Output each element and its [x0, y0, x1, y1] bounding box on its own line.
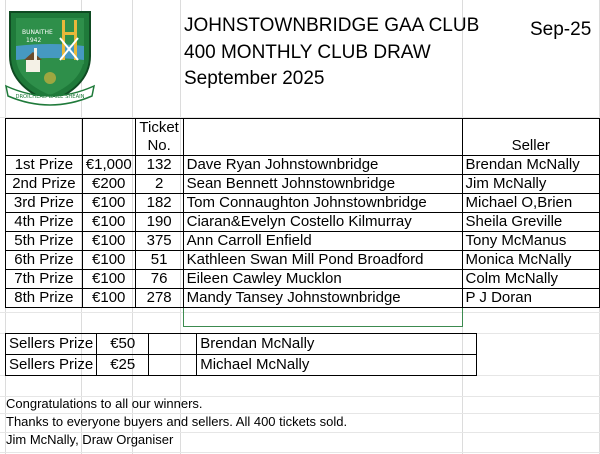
sellers-prize-amount: €25: [97, 355, 149, 376]
seller-name-cell: Jim McNally: [462, 175, 599, 194]
selected-empty-row: [6, 308, 600, 327]
winner-name-cell: Dave Ryan Johnstownbridge: [183, 156, 462, 175]
sellers-prize-ticket: [149, 355, 197, 376]
seller-column-header: Seller: [462, 119, 599, 156]
winner-name-cell: Ciaran&Evelyn Costello Kilmurray: [183, 213, 462, 232]
ticket-number-cell: 2: [135, 175, 183, 194]
ticket-number-cell: 190: [135, 213, 183, 232]
ticket-column-header: [135, 119, 183, 156]
crest-bunaithe-text: BUNAITHE: [22, 29, 53, 36]
winner-name-cell: Sean Bennett Johnstownbridge: [183, 175, 462, 194]
organiser-note: Jim McNally, Draw Organiser: [6, 432, 174, 447]
congratulations-note: Congratulations to all our winners.: [6, 396, 203, 411]
prize-cell: 7th Prize: [6, 270, 83, 289]
sellers-prize-table: [5, 333, 477, 376]
amount-column-header: [82, 119, 135, 156]
draw-results-table: [5, 118, 600, 327]
table-row: [6, 213, 600, 232]
winner-name-cell: Kathleen Swan Mill Pond Broadford: [183, 251, 462, 270]
draw-title-heading: 400 MONTHLY CLUB DRAW: [184, 42, 431, 63]
ticket-number-cell: 182: [135, 194, 183, 213]
seller-name-cell: P J Doran: [462, 289, 599, 308]
prize-cell: 5th Prize: [6, 232, 83, 251]
short-date-label: Sep-25: [530, 19, 592, 40]
winner-name-cell: Ann Carroll Enfield: [183, 232, 462, 251]
sellers-prize-row: [6, 355, 477, 376]
ticket-number-cell: 278: [135, 289, 183, 308]
month-year-heading: September 2025: [184, 68, 325, 89]
ticket-number-cell: 76: [135, 270, 183, 289]
sellers-prize-name: Michael McNally: [197, 355, 477, 376]
club-name-heading: JOHNSTOWNBRIDGE GAA CLUB: [184, 15, 480, 36]
ticket-number-cell: 51: [135, 251, 183, 270]
winner-name-cell: Mandy Tansey Johnstownbridge: [183, 289, 462, 308]
seller-name-cell: Colm McNally: [462, 270, 599, 289]
thanks-note: Thanks to everyone buyers and sellers. All 400 tickets sold.: [6, 414, 348, 429]
selected-cell[interactable]: [183, 308, 462, 327]
club-crest-logo: [4, 8, 96, 108]
amount-cell: €100: [82, 251, 135, 270]
seller-name-cell: Sheila Greville: [462, 213, 599, 232]
prize-cell: 2nd Prize: [6, 175, 83, 194]
sellers-prize-label: Sellers Prize: [6, 355, 97, 376]
amount-cell: €100: [82, 213, 135, 232]
table-row: [6, 156, 600, 175]
table-row: [6, 270, 600, 289]
seller-name-cell: Tony McManus: [462, 232, 599, 251]
winner-name-cell: Eileen Cawley Mucklon: [183, 270, 462, 289]
sellers-prize-ticket: [149, 334, 197, 355]
prize-cell: 4th Prize: [6, 213, 83, 232]
amount-cell: €1,000: [82, 156, 135, 175]
table-row: [6, 194, 600, 213]
amount-cell: €100: [82, 270, 135, 289]
prize-cell: 3rd Prize: [6, 194, 83, 213]
sellers-prize-amount: €50: [97, 334, 149, 355]
seller-name-cell: Michael O,Brien: [462, 194, 599, 213]
prize-cell: 6th Prize: [6, 251, 83, 270]
sellers-prize-name: Brendan McNally: [197, 334, 477, 355]
seller-name-cell: Brendan McNally: [462, 156, 599, 175]
table-row: [6, 251, 600, 270]
ticket-header-line1: Ticket: [139, 119, 179, 136]
prize-column-header: [6, 119, 83, 156]
seller-name-cell: Monica McNally: [462, 251, 599, 270]
ticket-number-cell: 132: [135, 156, 183, 175]
seller-rows: [6, 334, 477, 376]
amount-cell: €100: [82, 289, 135, 308]
table-row: [6, 232, 600, 251]
prize-cell: 1st Prize: [6, 156, 83, 175]
amount-cell: €100: [82, 232, 135, 251]
table-row: [6, 175, 600, 194]
table-header-row: [6, 119, 600, 156]
prize-cell: 8th Prize: [6, 289, 83, 308]
table-row: [6, 289, 600, 308]
draw-rows: [6, 156, 600, 308]
amount-cell: €200: [82, 175, 135, 194]
ticket-header-line2: No.: [147, 137, 171, 154]
crest-ribbon-text: DROICHEAD BAILE SHEÁIN: [15, 94, 85, 100]
sellers-prize-row: [6, 334, 477, 355]
sellers-prize-label: Sellers Prize: [6, 334, 97, 355]
amount-cell: €100: [82, 194, 135, 213]
ticket-number-cell: 375: [135, 232, 183, 251]
crest-year-text: 1942: [26, 37, 42, 44]
name-column-header: [183, 119, 462, 156]
winner-name-cell: Tom Connaughton Johnstownbridge: [183, 194, 462, 213]
